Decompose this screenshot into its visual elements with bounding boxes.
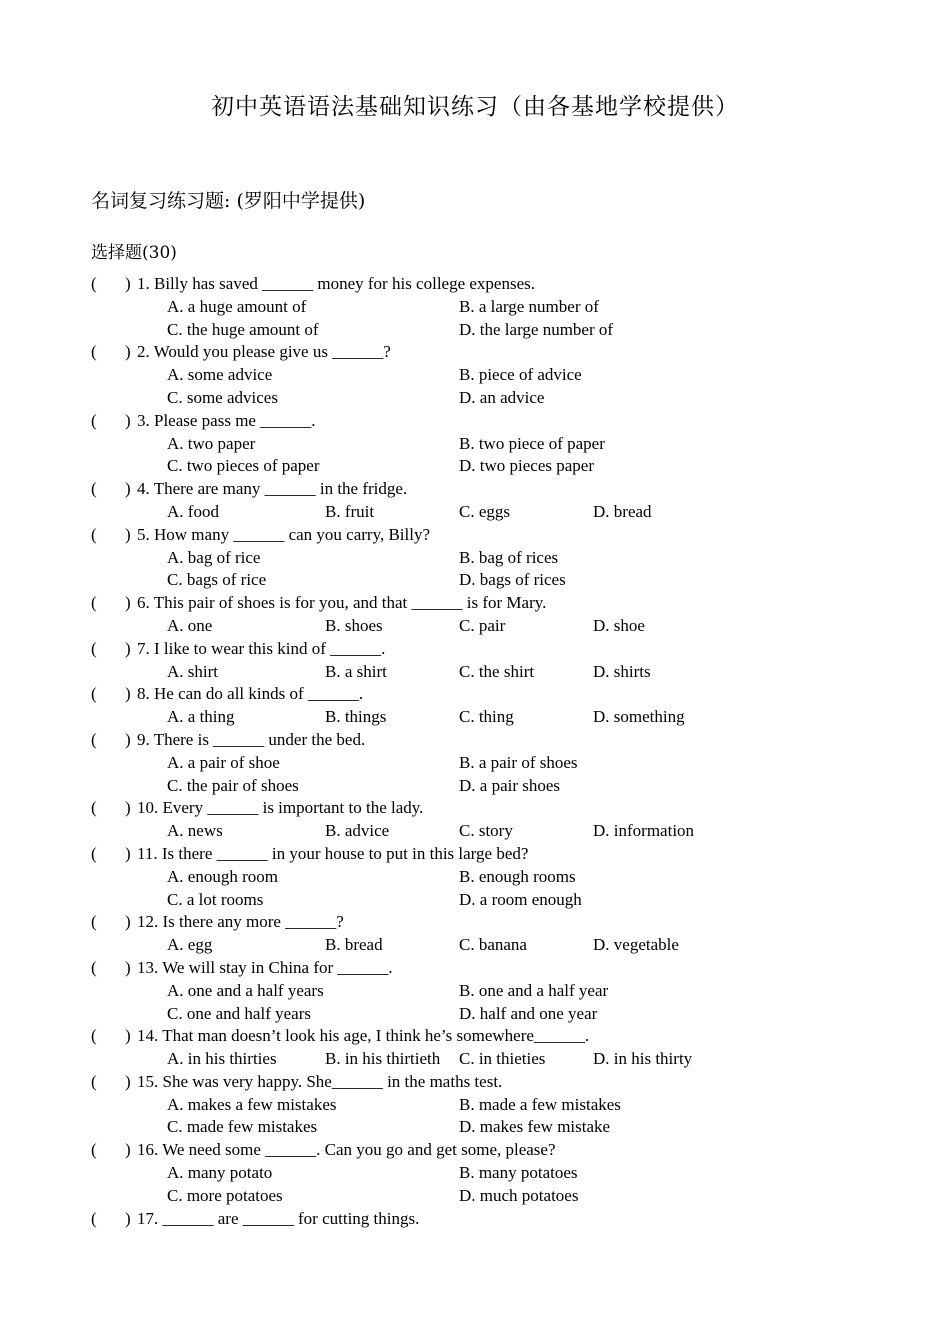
option-d: D. shoe: [593, 615, 645, 635]
option-row: [0, 661, 950, 684]
option-b: B. a pair of shoes: [459, 752, 578, 772]
answer-paren-close: ): [125, 593, 131, 613]
option-row: [0, 1003, 950, 1026]
question-number: 13.: [137, 957, 159, 977]
option-row: [0, 889, 950, 912]
option-d: D. half and one year: [459, 1003, 598, 1023]
answer-paren-open: (: [91, 1026, 97, 1046]
answer-paren-open: (: [91, 957, 97, 977]
option-row: [0, 547, 950, 570]
question-stem-line: [0, 524, 950, 547]
option-row: [0, 296, 950, 319]
question-text: He can do all kinds of ______.: [154, 684, 364, 704]
question-stem-line: [0, 478, 950, 501]
option-a: A. bag of rice: [167, 547, 261, 567]
question-stem-line: [0, 729, 950, 752]
question-text: Would you please give us ______?: [153, 342, 391, 362]
question-text: This pair of shoes is for you, and that ______ is for Mary.: [153, 593, 547, 613]
option-c: C. some advices: [167, 387, 278, 407]
question-stem: [137, 1071, 502, 1094]
answer-paren-open: (: [91, 684, 97, 704]
question-type-label: 选择题(30): [91, 243, 177, 263]
answer-paren-close: ): [125, 1026, 131, 1046]
answer-paren-open: (: [91, 798, 97, 818]
option-b: B. bread: [325, 935, 383, 955]
question-text: ______ are ______ for cutting things.: [162, 1208, 420, 1228]
option-row: [0, 319, 950, 342]
option-c: C. eggs: [459, 501, 510, 521]
option-a: A. a huge amount of: [167, 296, 307, 316]
answer-paren-open: (: [91, 912, 97, 932]
option-c: C. a lot rooms: [167, 889, 264, 909]
question-number: 8.: [137, 684, 150, 704]
option-row: [0, 1116, 950, 1139]
answer-paren-close: ): [125, 684, 131, 704]
option-d: D. much potatoes: [459, 1185, 579, 1205]
question-stem: [137, 1025, 589, 1048]
option-row: [0, 615, 950, 638]
option-b: B. piece of advice: [459, 365, 582, 385]
answer-paren-close: ): [125, 410, 131, 430]
question-text: I like to wear this kind of ______.: [154, 638, 386, 658]
option-d: D. the large number of: [459, 319, 614, 339]
question-text: That man doesn’t look his age, I think he’s somewhere______.: [162, 1026, 590, 1046]
option-b: B. advice: [325, 821, 390, 841]
question-number: 17.: [137, 1208, 159, 1228]
question-number: 11.: [137, 843, 158, 863]
option-row: [0, 455, 950, 478]
option-d: D. bread: [593, 501, 652, 521]
question-stem-line: [0, 410, 950, 433]
question-stem: [137, 524, 430, 547]
question-stem-line: [0, 683, 950, 706]
question-number: 9.: [137, 729, 150, 749]
question-stem: [137, 638, 385, 661]
document-title: 初中英语语法基础知识练习（由各基地学校提供）: [211, 94, 739, 120]
option-b: B. one and a half year: [459, 980, 609, 1000]
option-d: D. an advice: [459, 387, 545, 407]
option-row: [0, 866, 950, 889]
question-stem-line: [0, 273, 950, 296]
answer-paren-open: (: [91, 1208, 97, 1228]
question-number: 16.: [137, 1140, 159, 1160]
option-b: B. bag of rices: [459, 547, 559, 567]
question-stem-line: [0, 592, 950, 615]
option-d: D. two pieces paper: [459, 456, 595, 476]
answer-paren-close: ): [125, 798, 131, 818]
option-a: A. a pair of shoe: [167, 752, 280, 772]
option-a: A. one and a half years: [167, 980, 324, 1000]
answer-paren-open: (: [91, 593, 97, 613]
question-number: 3.: [137, 410, 150, 430]
option-a: A. food: [167, 501, 219, 521]
option-row: [0, 1094, 950, 1117]
answer-paren-close: ): [125, 638, 131, 658]
question-number: 2.: [137, 342, 150, 362]
question-text: How many ______ can you carry, Billy?: [154, 524, 431, 544]
option-d: D. makes few mistake: [459, 1117, 611, 1137]
answer-paren-open: (: [91, 638, 97, 658]
option-c: C. bags of rice: [167, 570, 267, 590]
option-row: [0, 752, 950, 775]
option-c: C. more potatoes: [167, 1185, 283, 1205]
question-stem: [137, 797, 423, 820]
answer-paren-open: (: [91, 274, 97, 293]
option-row: [0, 387, 950, 410]
question-stem: [137, 341, 391, 364]
option-row: [0, 706, 950, 729]
question-stem-line: [0, 1071, 950, 1094]
question-stem: [137, 592, 546, 615]
answer-paren-close: ): [125, 957, 131, 977]
answer-paren-close: ): [125, 1140, 131, 1160]
option-row: [0, 1185, 950, 1208]
option-a: A. news: [167, 821, 223, 841]
question-number: 1.: [137, 274, 150, 293]
option-b: B. things: [325, 707, 387, 727]
option-row: [0, 569, 950, 592]
question-text: She was very happy. She______ in the maths test.: [162, 1071, 503, 1091]
answer-paren-open: (: [91, 1140, 97, 1160]
question-stem: [137, 273, 535, 296]
question-text: Is there ______ in your house to put in this large bed?: [161, 843, 529, 863]
option-d: D. vegetable: [593, 935, 679, 955]
answer-paren-close: ): [125, 342, 131, 362]
question-text: Is there any more ______?: [162, 912, 344, 932]
option-a: A. many potato: [167, 1163, 273, 1183]
answer-paren-open: (: [91, 1071, 97, 1091]
option-row: [0, 501, 950, 524]
option-c: C. the pair of shoes: [167, 775, 299, 795]
question-number: 10.: [137, 798, 159, 818]
question-stem-line: [0, 1025, 950, 1048]
question-number: 12.: [137, 912, 159, 932]
option-c: C. story: [459, 821, 513, 841]
question-number: 4.: [137, 479, 150, 499]
answer-paren-close: ): [125, 1071, 131, 1091]
option-b: B. shoes: [325, 615, 383, 635]
option-b: B. many potatoes: [459, 1163, 578, 1183]
question-list: [0, 273, 950, 1230]
option-d: D. a room enough: [459, 889, 582, 909]
option-row: [0, 820, 950, 843]
question-stem: [137, 957, 393, 980]
answer-paren-open: (: [91, 843, 97, 863]
question-number: 6.: [137, 593, 150, 613]
option-row: [0, 980, 950, 1003]
option-a: A. a thing: [167, 707, 235, 727]
option-c: C. made few mistakes: [167, 1117, 318, 1137]
option-row: [0, 1162, 950, 1185]
option-d: D. in his thirty: [593, 1049, 693, 1069]
question-number: 14.: [137, 1026, 159, 1046]
answer-paren-close: ): [125, 274, 131, 293]
option-d: D. information: [593, 821, 695, 841]
option-row: [0, 934, 950, 957]
option-c: C. pair: [459, 615, 506, 635]
question-stem: [137, 478, 407, 501]
option-d: D. something: [593, 707, 685, 727]
question-stem-line: [0, 638, 950, 661]
option-a: A. shirt: [167, 661, 218, 681]
question-text: Please pass me ______.: [154, 410, 316, 430]
option-a: A. one: [167, 615, 213, 635]
option-b: B. in his thirtieth: [325, 1049, 441, 1069]
question-stem-line: [0, 341, 950, 364]
question-stem: [137, 843, 528, 866]
option-c: C. the huge amount of: [167, 319, 319, 339]
option-row: [0, 775, 950, 798]
option-b: B. made a few mistakes: [459, 1094, 621, 1114]
option-b: B. a shirt: [325, 661, 387, 681]
question-stem: [137, 729, 365, 752]
option-a: A. egg: [167, 935, 213, 955]
answer-paren-close: ): [125, 912, 131, 932]
question-text: There are many ______ in the fridge.: [153, 479, 408, 499]
answer-paren-open: (: [91, 479, 97, 499]
question-text: We need some ______. Can you go and get some, please?: [162, 1140, 556, 1160]
answer-paren-open: (: [91, 342, 97, 362]
option-d: D. a pair shoes: [459, 775, 561, 795]
question-stem-line: [0, 1208, 950, 1231]
option-a: A. some advice: [167, 365, 273, 385]
option-b: B. two piece of paper: [459, 433, 605, 453]
question-stem: [137, 911, 344, 934]
answer-paren-open: (: [91, 410, 97, 430]
question-stem-line: [0, 911, 950, 934]
question-text: There is ______ under the bed.: [153, 729, 366, 749]
question-number: 15.: [137, 1071, 159, 1091]
option-c: C. one and half years: [167, 1003, 311, 1023]
option-row: [0, 1048, 950, 1071]
question-text: Every ______ is important to the lady.: [162, 798, 424, 818]
answer-paren-close: ): [125, 729, 131, 749]
question-stem: [137, 410, 315, 433]
option-b: B. fruit: [325, 501, 375, 521]
question-stem-line: [0, 843, 950, 866]
option-a: A. makes a few mistakes: [167, 1094, 337, 1114]
option-a: A. enough room: [167, 866, 278, 886]
option-b: B. enough rooms: [459, 866, 576, 886]
option-c: C. banana: [459, 935, 527, 955]
question-stem-line: [0, 1139, 950, 1162]
option-d: D. bags of rices: [459, 570, 566, 590]
question-stem: [137, 683, 363, 706]
option-row: [0, 433, 950, 456]
option-c: C. two pieces of paper: [167, 456, 320, 476]
question-number: 5.: [137, 524, 150, 544]
option-c: C. thing: [459, 707, 514, 727]
question-stem: [137, 1139, 556, 1162]
option-a: A. two paper: [167, 433, 256, 453]
answer-paren-close: ): [125, 843, 131, 863]
answer-paren-close: ): [125, 479, 131, 499]
option-a: A. in his thirties: [167, 1049, 277, 1069]
option-d: D. shirts: [593, 661, 651, 681]
answer-paren-open: (: [91, 524, 97, 544]
question-stem-line: [0, 797, 950, 820]
answer-paren-close: ): [125, 524, 131, 544]
option-row: [0, 364, 950, 387]
option-b: B. a large number of: [459, 296, 599, 316]
question-text: We will stay in China for ______.: [162, 957, 393, 977]
question-stem-line: [0, 957, 950, 980]
question-text: Billy has saved ______ money for his college expenses.: [154, 274, 536, 293]
question-number: 7.: [137, 638, 150, 658]
option-c: C. in thieties: [459, 1049, 546, 1069]
answer-paren-close: ): [125, 1208, 131, 1228]
section-heading: 名词复习练习题: (罗阳中学提供): [91, 190, 366, 212]
question-stem: [137, 1208, 419, 1231]
option-c: C. the shirt: [459, 661, 535, 681]
answer-paren-open: (: [91, 729, 97, 749]
